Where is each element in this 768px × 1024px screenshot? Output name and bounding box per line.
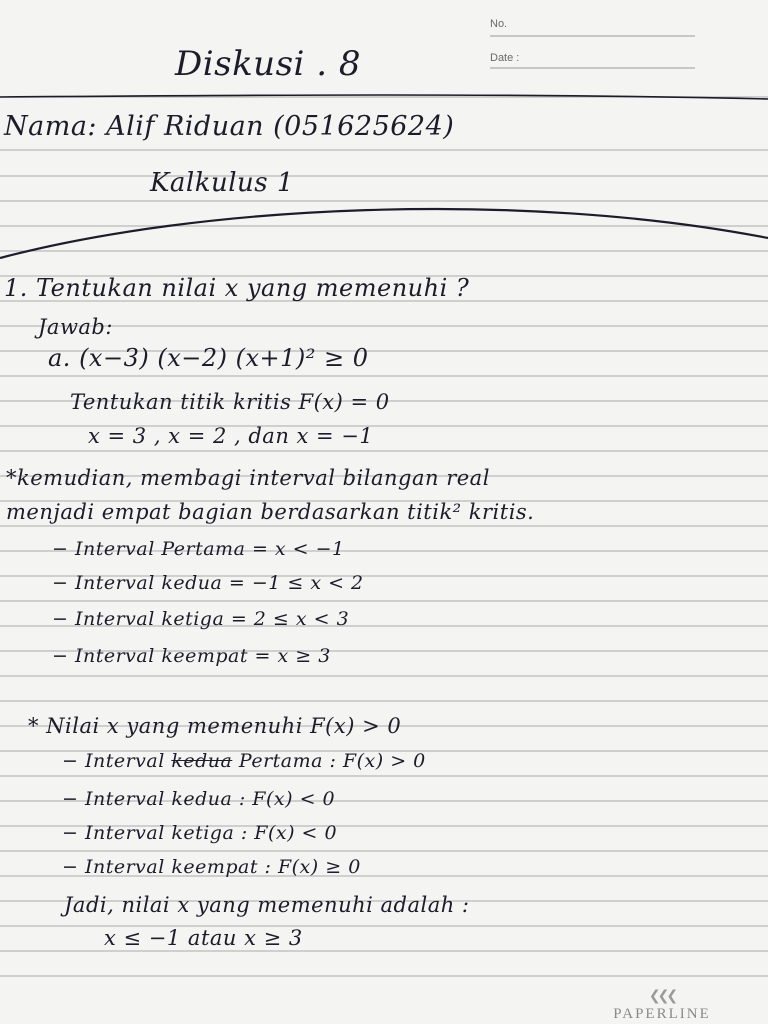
result-1-prefix: − Interval — [62, 750, 165, 772]
final-answer: x ≤ −1 atau x ≥ 3 — [104, 926, 303, 950]
interval-4: − Interval keempat = x ≥ 3 — [52, 645, 331, 667]
result-2: − Interval kedua : F(x) < 0 — [62, 788, 336, 810]
no-label: No. — [490, 18, 508, 30]
brand-name: PAPERLINE — [613, 1006, 711, 1022]
positive-values-step: * Nilai x yang memenuhi F(x) > 0 — [28, 714, 402, 738]
date-label: Date : — [490, 52, 520, 64]
result-1-crossed-word: kedua — [171, 750, 233, 772]
inequality-a: a. (x−3) (x−2) (x+1)² ≥ 0 — [48, 344, 369, 372]
paperline-logo — [592, 988, 732, 1024]
result-1 — [62, 750, 426, 772]
logo-mark-icon: ❮❮❮ — [648, 988, 676, 1004]
critical-points-values: x = 3 , x = 2 , dan x = −1 — [88, 424, 374, 448]
critical-points-step: Tentukan titik kritis F(x) = 0 — [70, 390, 390, 414]
question-line: 1. Tentukan nilai x yang memenuhi ? — [4, 274, 470, 302]
interval-3: − Interval ketiga = 2 ≤ x < 3 — [52, 608, 350, 630]
page-title: Diskusi . 8 — [175, 44, 361, 84]
result-3: − Interval ketiga : F(x) < 0 — [62, 822, 338, 844]
result-1-rest: Pertama : F(x) > 0 — [238, 750, 426, 772]
answer-label: Jawab: — [38, 315, 113, 339]
interval-split-step: *kemudian, membagi interval bilangan real — [6, 466, 490, 490]
conclusion-line: Jadi, nilai x yang memenuhi adalah : — [64, 893, 470, 917]
result-4: − Interval keempat : F(x) ≥ 0 — [62, 856, 361, 878]
interval-1: − Interval Pertama = x < −1 — [52, 538, 345, 560]
interval-2: − Interval kedua = −1 ≤ x < 2 — [52, 572, 364, 594]
student-name-line: Nama: Alif Riduan (051625624) — [4, 111, 455, 142]
interval-split-step-cont: menjadi empat bagian berdasarkan titik² kritis. — [6, 500, 535, 524]
course-name: Kalkulus 1 — [150, 168, 294, 198]
